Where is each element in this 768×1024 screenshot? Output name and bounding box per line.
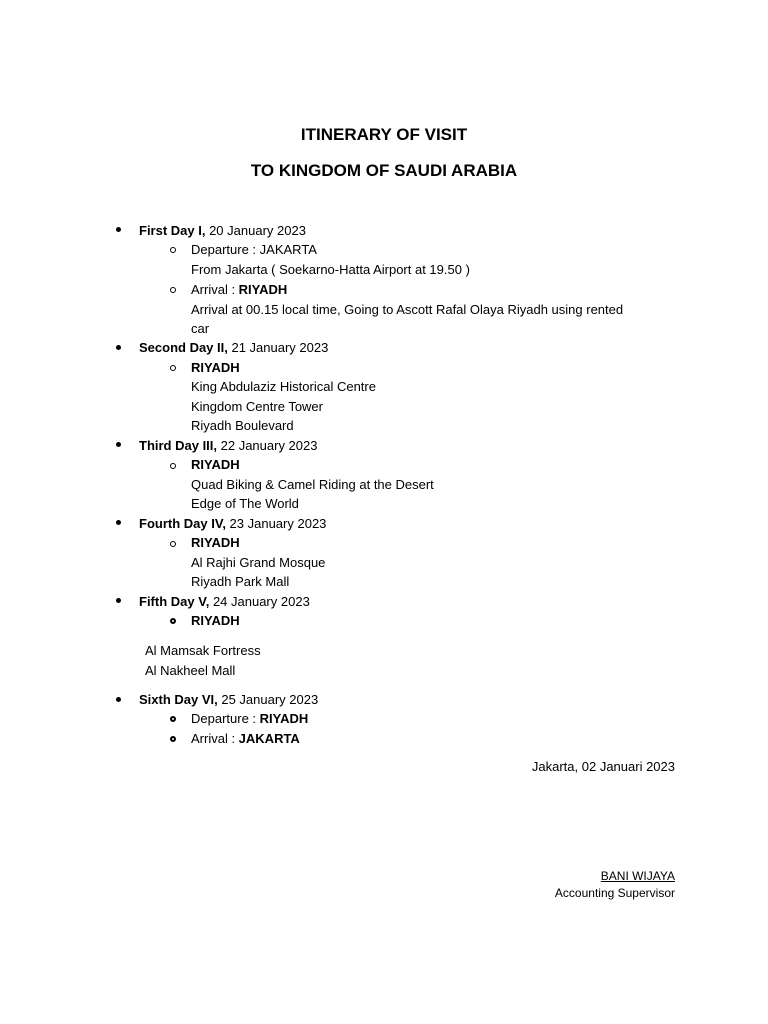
day-3-label: Third Day III, bbox=[139, 438, 218, 453]
sub-bullet-icon bbox=[170, 716, 176, 722]
day-4-label: Fourth Day IV, bbox=[139, 516, 226, 531]
day-4-date: 23 January 2023 bbox=[225, 516, 327, 531]
day-3-city: RIYADH bbox=[191, 457, 240, 472]
day-2-city: RIYADH bbox=[191, 360, 240, 375]
signatory-role: Accounting Supervisor bbox=[554, 886, 675, 900]
departure-label: Departure : bbox=[191, 242, 260, 257]
day-2-date: 21 January 2023 bbox=[227, 340, 329, 355]
bullet-icon bbox=[116, 520, 121, 525]
day-2-place: Riyadh Boulevard bbox=[191, 418, 294, 433]
day-1-date: 20 January 2023 bbox=[205, 223, 306, 238]
day-5-date: 24 January 2023 bbox=[209, 594, 310, 609]
departure-city: RIYADH bbox=[259, 711, 309, 726]
arrival-city: RIYADH bbox=[238, 282, 288, 297]
day-2-place: Kingdom Centre Tower bbox=[191, 399, 323, 414]
bullet-icon bbox=[116, 227, 121, 232]
arrival-city: JAKARTA bbox=[238, 731, 300, 746]
departure-label: Departure : bbox=[191, 711, 260, 726]
sub-bullet-icon bbox=[170, 618, 176, 624]
bullet-icon bbox=[116, 345, 121, 350]
signatory-name: BANI WIJAYA bbox=[600, 869, 675, 883]
day-3-date: 22 January 2023 bbox=[217, 438, 318, 453]
departure-city: JAKARTA bbox=[259, 242, 317, 257]
document-title: ITINERARY OF VISIT bbox=[300, 125, 468, 144]
day-5-label: Fifth Day V, bbox=[139, 594, 210, 609]
day-1-departure-detail: From Jakarta ( Soekarno-Hatta Airport at 19.50 ) bbox=[191, 262, 470, 277]
day-1-heading bbox=[139, 222, 306, 239]
day-5-place: Al Mamsak Fortress bbox=[145, 643, 261, 658]
day-3-place: Quad Biking & Camel Riding at the Desert bbox=[191, 477, 434, 492]
sub-bullet-icon bbox=[170, 463, 176, 469]
place-date: Jakarta, 02 Januari 2023 bbox=[531, 759, 675, 774]
day-1-label: First Day I, bbox=[139, 223, 206, 238]
sub-bullet-icon bbox=[170, 541, 176, 547]
day-1-arrival-detail: Arrival at 00.15 local time, Going to Ascott Rafal Olaya Riyadh using rented bbox=[191, 302, 624, 317]
bullet-icon bbox=[116, 697, 121, 702]
day-6-arrival bbox=[191, 730, 300, 747]
day-6-label: Sixth Day VI, bbox=[139, 692, 218, 707]
day-5-heading bbox=[139, 593, 310, 610]
day-2-label: Second Day II, bbox=[139, 340, 228, 355]
day-1-arrival bbox=[191, 281, 287, 298]
day-3-place: Edge of The World bbox=[191, 496, 299, 511]
sub-bullet-icon bbox=[170, 287, 176, 293]
day-4-place: Al Rajhi Grand Mosque bbox=[191, 555, 326, 570]
day-6-departure bbox=[191, 710, 308, 727]
day-2-heading bbox=[139, 339, 328, 356]
day-5-place: Al Nakheel Mall bbox=[145, 663, 236, 678]
day-6-heading bbox=[139, 691, 318, 708]
day-6-date: 25 January 2023 bbox=[217, 692, 319, 707]
day-5-city: RIYADH bbox=[191, 613, 240, 628]
day-2-place: King Abdulaziz Historical Centre bbox=[191, 379, 376, 394]
day-4-place: Riyadh Park Mall bbox=[191, 574, 290, 589]
bullet-icon bbox=[116, 442, 121, 447]
sub-bullet-icon bbox=[170, 365, 176, 371]
sub-bullet-icon bbox=[170, 247, 176, 253]
arrival-label: Arrival : bbox=[191, 282, 239, 297]
day-4-heading bbox=[139, 515, 326, 532]
document-subtitle: TO KINGDOM OF SAUDI ARABIA bbox=[250, 161, 518, 180]
day-4-city: RIYADH bbox=[191, 535, 240, 550]
day-3-heading bbox=[139, 437, 317, 454]
day-1-arrival-detail-cont: car bbox=[191, 321, 210, 336]
bullet-icon bbox=[116, 598, 121, 603]
arrival-label: Arrival : bbox=[191, 731, 239, 746]
sub-bullet-icon bbox=[170, 736, 176, 742]
day-1-departure bbox=[191, 241, 317, 258]
